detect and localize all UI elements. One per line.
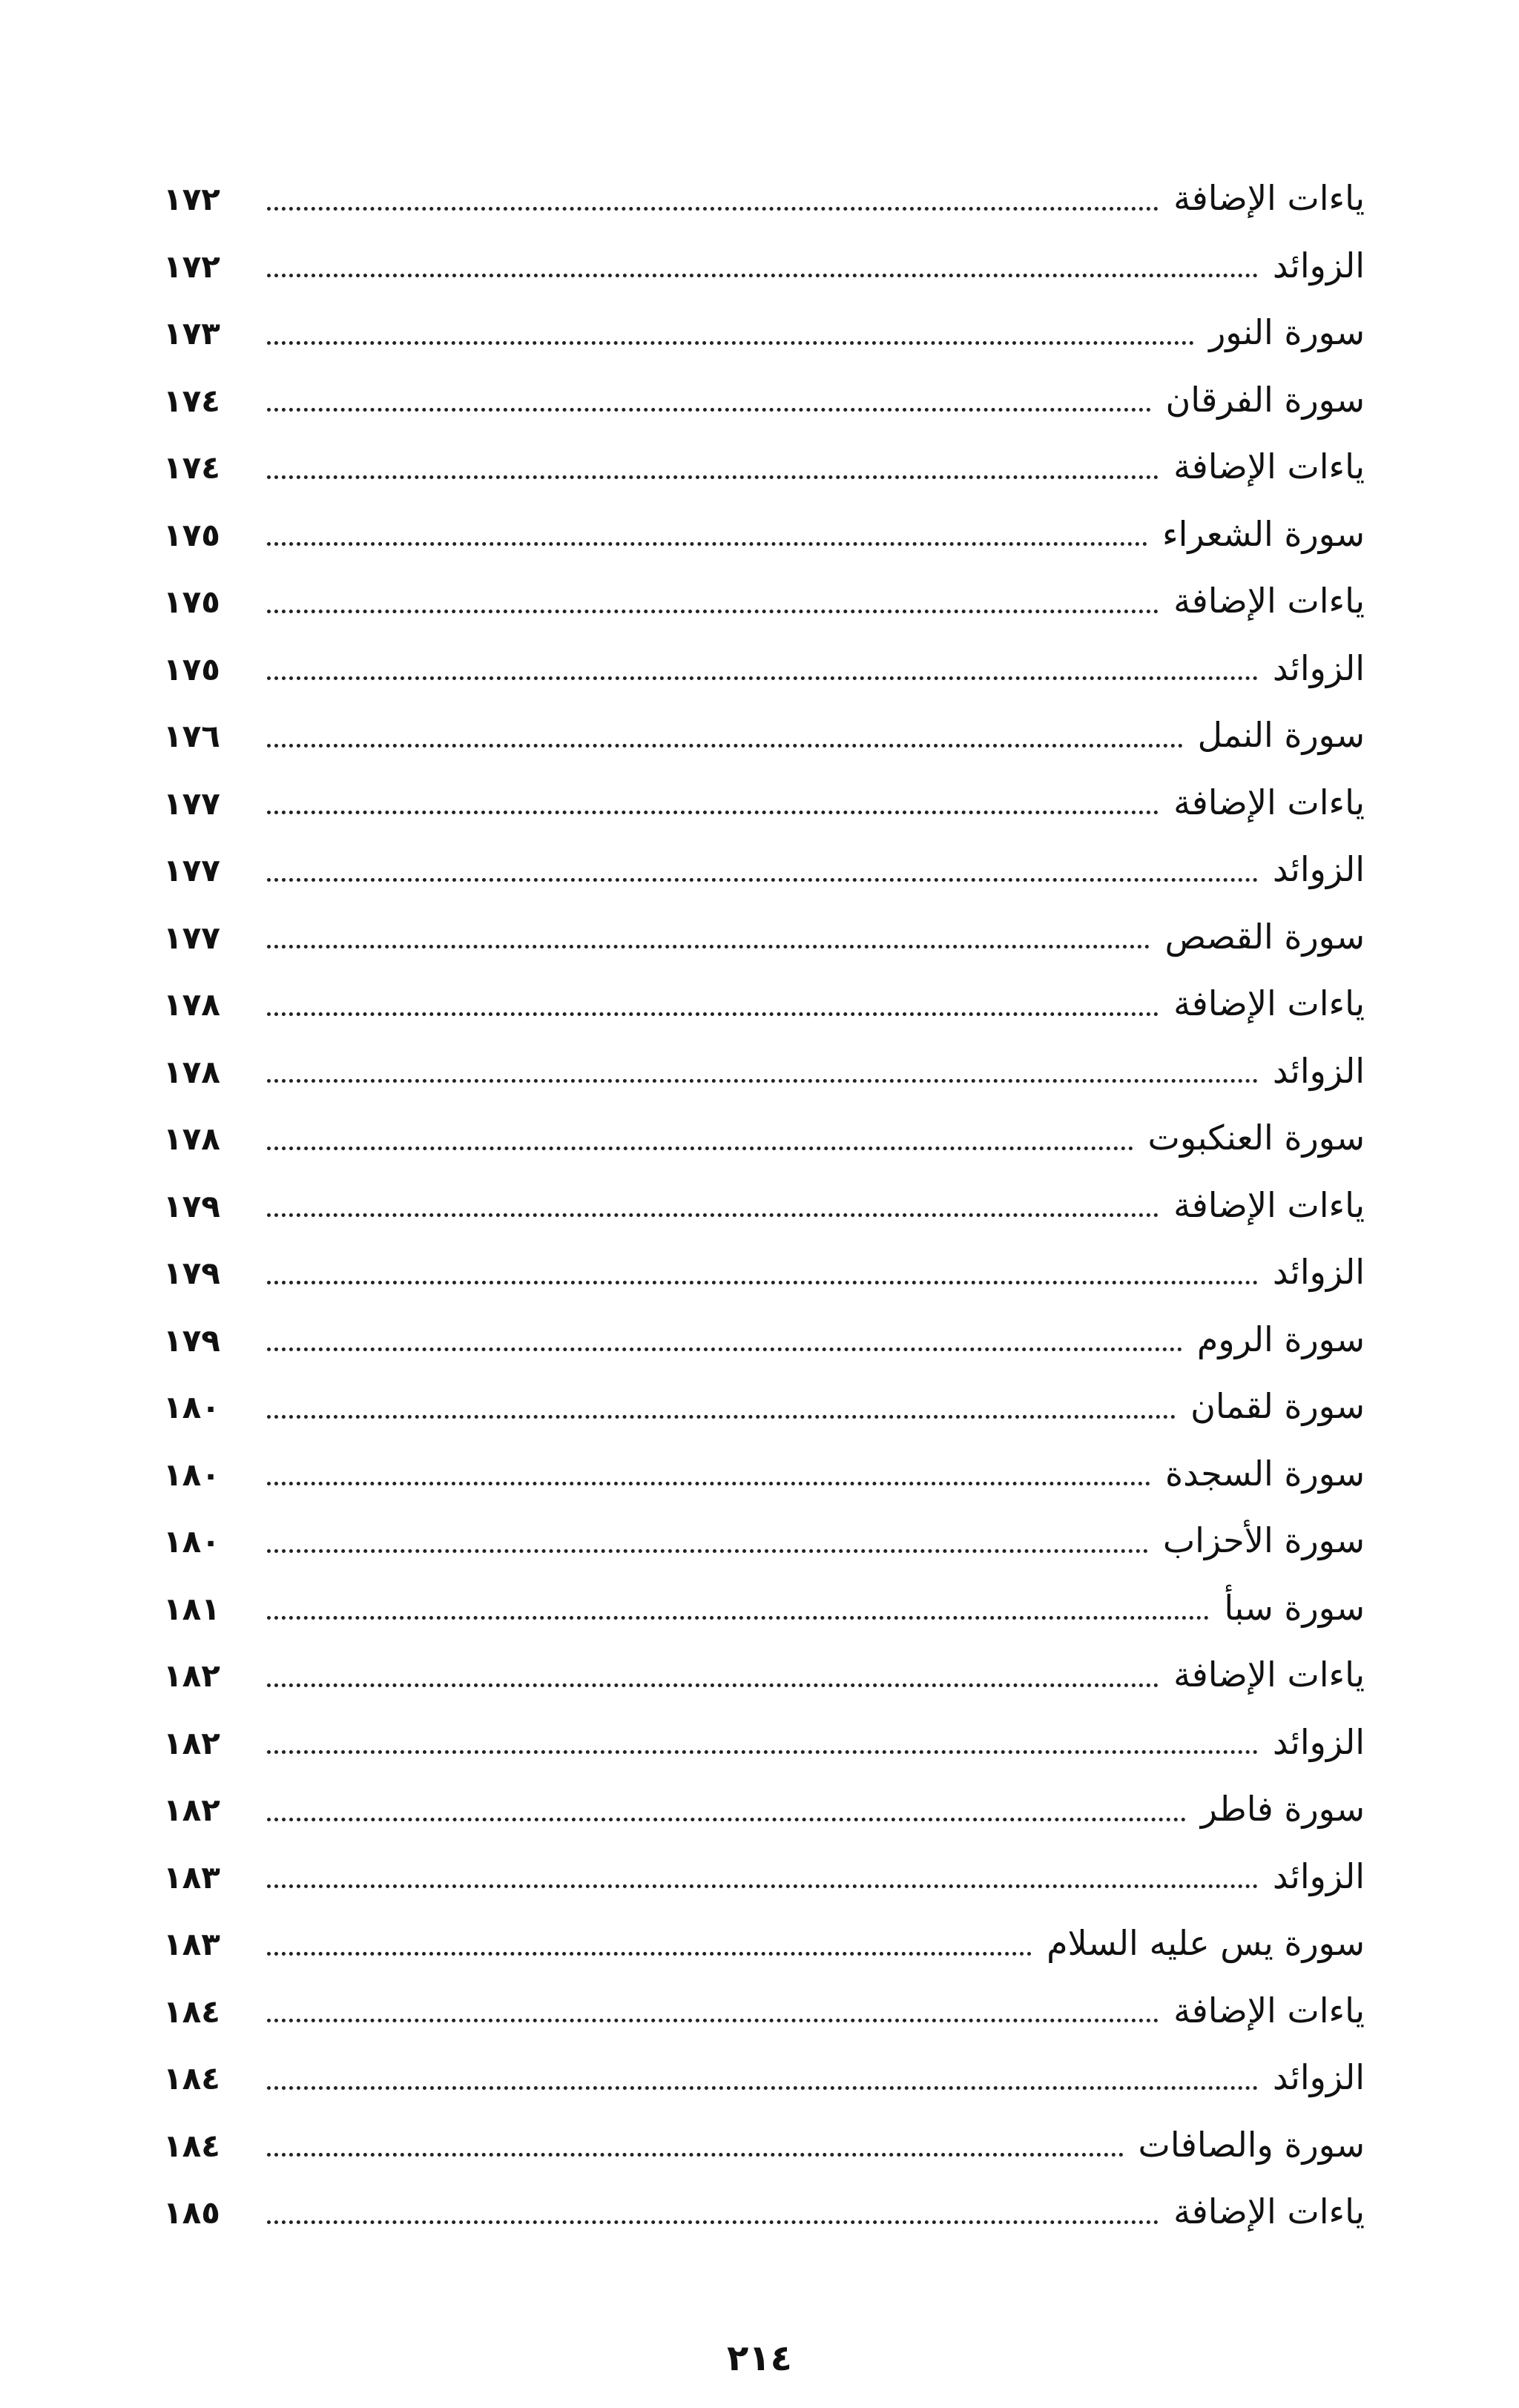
dot-leader [267, 744, 1183, 748]
toc-entry-page-number: ١٧٥ [163, 650, 220, 687]
toc-entry-page-number: ١٧٥ [163, 584, 220, 620]
dot-leader [267, 1348, 1182, 1351]
toc-entry [163, 2044, 1365, 2111]
toc-entry-page-number: ١٧٨ [163, 1053, 220, 1090]
dot-leader [267, 207, 1159, 211]
toc-entry-page-number: ١٧٣ [163, 315, 220, 352]
dot-leader [267, 1683, 1159, 1687]
toc-entry-title: سورة والصافات [1138, 2124, 1365, 2165]
toc-entry-page-number: ١٧٢ [163, 248, 220, 285]
toc-entry [163, 1574, 1365, 1642]
toc-entry-title: سورة سبأ [1224, 1587, 1365, 1628]
toc-entry-title: سورة الفرقان [1165, 379, 1365, 420]
toc-entry [163, 1641, 1365, 1709]
toc-entry [163, 1172, 1365, 1239]
toc-entry [163, 702, 1365, 769]
dot-leader [267, 1281, 1258, 1284]
dot-leader [267, 1952, 1032, 1956]
toc-entry [163, 2178, 1365, 2246]
toc-entry-title: ياءات الإضافة [1173, 581, 1365, 621]
toc-entry-page-number: ١٧٧ [163, 919, 220, 956]
toc-entry-title: سورة الشعراء [1162, 513, 1365, 554]
toc-entry-title: ياءات الإضافة [1173, 782, 1365, 822]
toc-entry-page-number: ١٨٢ [163, 1724, 220, 1761]
toc-entry [163, 1775, 1365, 1843]
dot-leader [267, 945, 1150, 949]
toc-entry [163, 769, 1365, 837]
toc-entry [163, 1977, 1365, 2045]
dot-leader [267, 1482, 1150, 1485]
toc-entry [163, 970, 1365, 1038]
toc-entry [163, 299, 1365, 366]
toc-entry-page-number: ١٨٣ [163, 1858, 220, 1896]
toc-entry-title: الزوائد [1272, 647, 1365, 688]
toc-entry-page-number: ١٧٩ [163, 1322, 220, 1359]
table-of-contents [163, 165, 1365, 2246]
toc-entry-title: ياءات الإضافة [1173, 1184, 1365, 1225]
toc-entry-title: الزوائد [1272, 1050, 1365, 1091]
page-number: ٢١٤ [727, 2338, 792, 2379]
toc-entry-page-number: ١٧٥ [163, 516, 220, 553]
dot-leader [267, 811, 1159, 814]
toc-entry-title: ياءات الإضافة [1173, 983, 1365, 1023]
toc-entry [163, 232, 1365, 300]
toc-entry-page-number: ١٧٤ [163, 449, 220, 486]
toc-entry [163, 635, 1365, 702]
toc-entry-title: الزوائد [1272, 849, 1365, 889]
toc-entry-page-number: ١٨٤ [163, 2060, 220, 2097]
toc-entry-title: ياءات الإضافة [1173, 1990, 1365, 2031]
dot-leader [267, 1079, 1258, 1083]
toc-entry-page-number: ١٨٠ [163, 1456, 220, 1493]
toc-entry-title: ياءات الإضافة [1173, 178, 1365, 218]
toc-entry [163, 1440, 1365, 1508]
toc-entry [163, 567, 1365, 635]
toc-entry-page-number: ١٧٩ [163, 1255, 220, 1291]
toc-entry-page-number: ١٨٢ [163, 1657, 220, 1694]
toc-entry-title: ياءات الإضافة [1173, 1655, 1365, 1695]
toc-entry-title: سورة القصص [1164, 916, 1365, 957]
dot-leader [267, 878, 1258, 882]
toc-entry-page-number: ١٨٢ [163, 1792, 220, 1828]
toc-entry-title: سورة فاطر [1200, 1789, 1365, 1829]
toc-entry-page-number: ١٧٤ [163, 382, 220, 419]
dot-leader [267, 610, 1159, 613]
toc-entry [163, 1709, 1365, 1776]
toc-entry [163, 1238, 1365, 1306]
toc-entry-title: سورة السجدة [1164, 1453, 1365, 1494]
toc-entry-title: سورة العنكبوت [1147, 1118, 1365, 1158]
toc-entry-title: سورة لقمان [1190, 1386, 1365, 1426]
toc-entry [163, 165, 1365, 232]
toc-entry-page-number: ١٨٣ [163, 1926, 220, 1962]
dot-leader [267, 2153, 1124, 2157]
toc-entry [163, 501, 1365, 568]
dot-leader [267, 1616, 1209, 1620]
toc-entry-title: ياءات الإضافة [1173, 2191, 1365, 2231]
toc-entry-title: سورة النور [1209, 312, 1365, 352]
dot-leader [267, 2019, 1159, 2022]
toc-entry-page-number: ١٧٨ [163, 986, 220, 1023]
toc-entry-page-number: ١٨٠ [163, 1523, 220, 1560]
toc-entry-title: الزوائد [1272, 1856, 1365, 1896]
dot-leader [267, 1147, 1133, 1150]
toc-entry-page-number: ١٨١ [163, 1590, 220, 1627]
toc-entry-title: سورة النمل [1197, 715, 1365, 755]
toc-entry-title: سورة الأحزاب [1162, 1520, 1365, 1560]
toc-entry [163, 1373, 1365, 1440]
toc-entry [163, 1306, 1365, 1373]
dot-leader [267, 542, 1147, 546]
dot-leader [267, 1415, 1176, 1419]
dot-leader [267, 1818, 1186, 1821]
toc-entry [163, 1843, 1365, 1910]
dot-leader [267, 1750, 1258, 1754]
toc-entry [163, 903, 1365, 971]
dot-leader [267, 1884, 1258, 1888]
toc-entry-title: سورة الروم [1196, 1319, 1365, 1359]
toc-entry-title: سورة يس عليه السلام [1047, 1923, 1365, 1963]
toc-entry-title: الزوائد [1272, 1721, 1365, 1762]
toc-entry-page-number: ١٨٠ [163, 1389, 220, 1425]
dot-leader [267, 676, 1258, 680]
toc-entry-page-number: ١٧٦ [163, 718, 220, 754]
toc-entry-page-number: ١٧٢ [163, 181, 220, 217]
toc-entry-page-number: ١٧٧ [163, 852, 220, 888]
toc-entry [163, 366, 1365, 434]
toc-entry-page-number: ١٨٤ [163, 1993, 220, 2030]
toc-entry [163, 2111, 1365, 2179]
dot-leader [267, 274, 1258, 277]
toc-entry [163, 1104, 1365, 1172]
toc-entry-title: الزوائد [1272, 2057, 1365, 2097]
toc-entry-title: ياءات الإضافة [1173, 446, 1365, 486]
toc-entry-page-number: ١٨٤ [163, 2127, 220, 2164]
toc-entry [163, 433, 1365, 501]
toc-entry-page-number: ١٧٧ [163, 785, 220, 822]
toc-entry-title: الزوائد [1272, 1252, 1365, 1292]
toc-entry-title: الزوائد [1272, 245, 1365, 286]
toc-entry [163, 1910, 1365, 1977]
toc-entry-page-number: ١٧٩ [163, 1187, 220, 1224]
dot-leader [267, 2086, 1258, 2090]
toc-entry [163, 836, 1365, 903]
dot-leader [267, 408, 1151, 412]
toc-entry [163, 1038, 1365, 1105]
dot-leader [267, 1213, 1159, 1217]
toc-entry-page-number: ١٨٥ [163, 2194, 220, 2231]
dot-leader [267, 2220, 1159, 2224]
dot-leader [267, 475, 1159, 479]
toc-entry-page-number: ١٧٨ [163, 1121, 220, 1157]
dot-leader [267, 341, 1194, 345]
dot-leader [267, 1012, 1159, 1016]
toc-entry [163, 1507, 1365, 1574]
dot-leader [267, 1549, 1148, 1553]
